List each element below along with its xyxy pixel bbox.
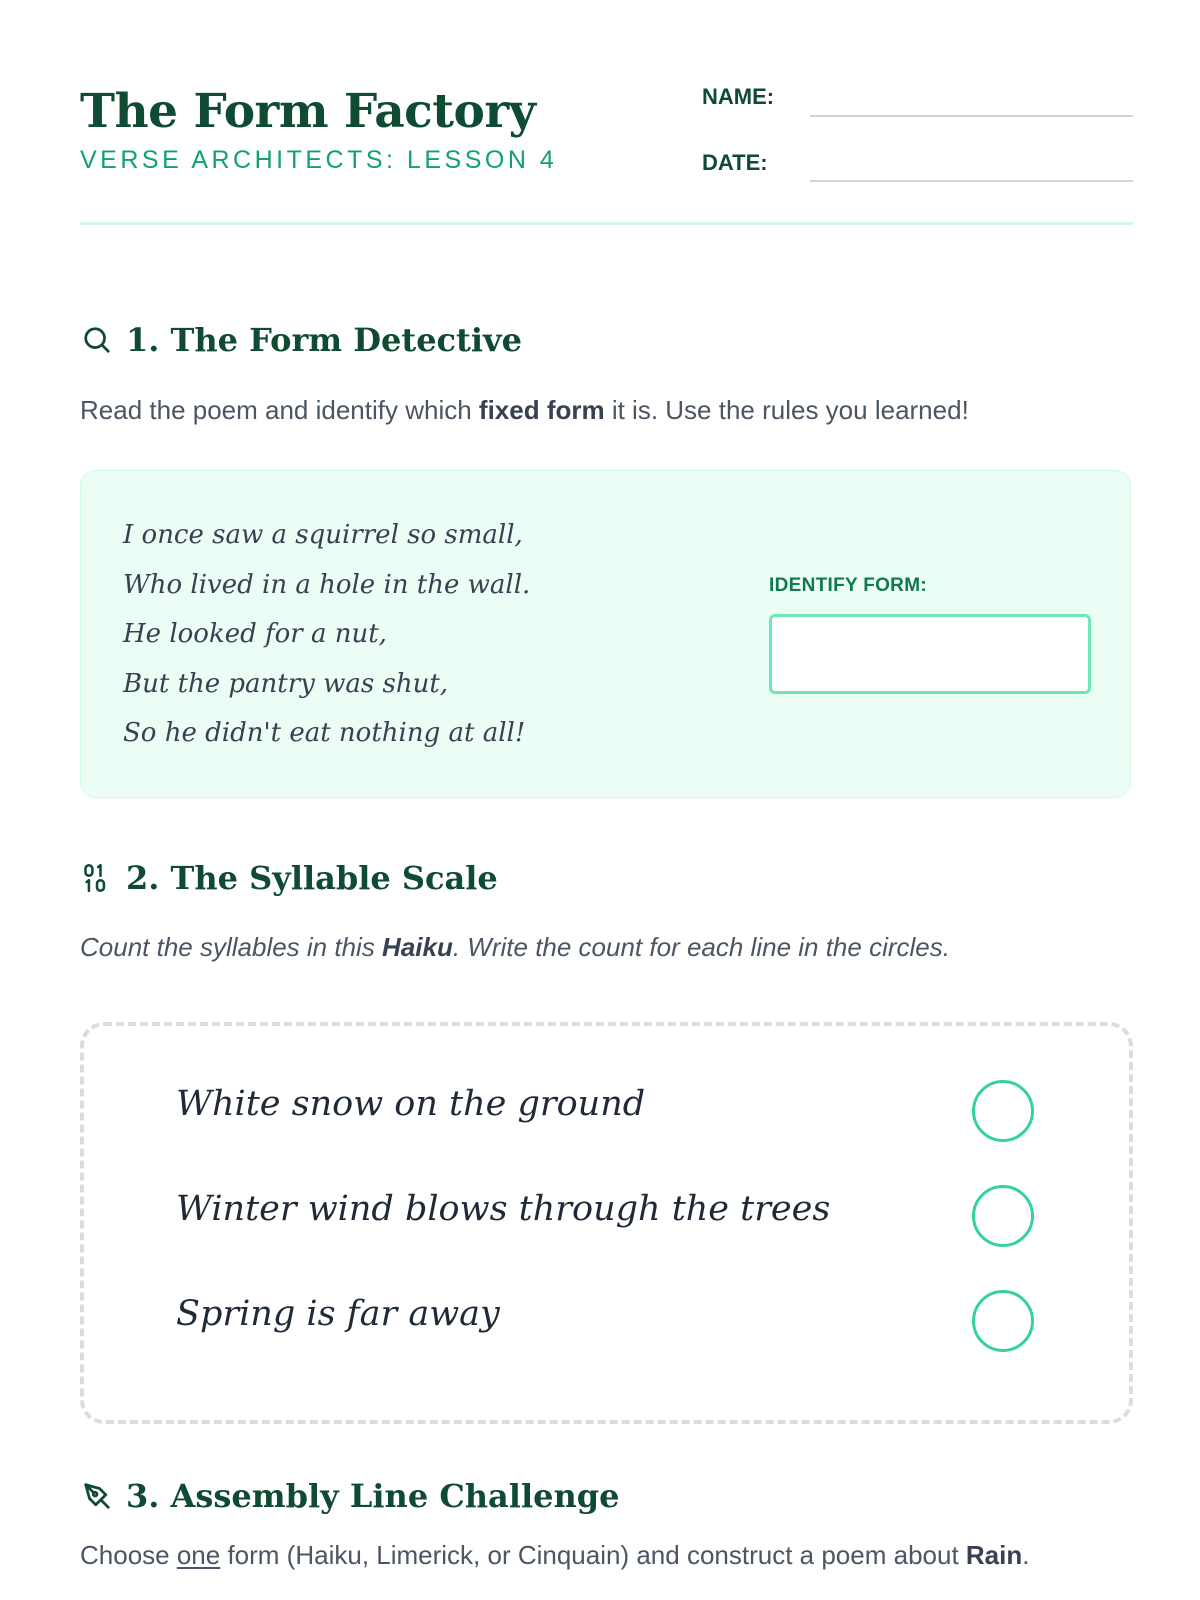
name-field[interactable] [810,115,1133,117]
header-divider [80,222,1133,225]
binary-icon [80,861,114,895]
name-label: NAME: [702,84,775,109]
poem-line: Who lived in a hole in the wall. [123,569,531,600]
section-3-title: 3. Assembly Line Challenge [126,1477,620,1515]
instructions-text: it is. Use the rules you learned! [604,395,969,425]
instructions-text: Choose [80,1540,177,1570]
date-label: DATE: [702,150,768,175]
haiku-card [80,1022,1133,1424]
instructions-text: Count the syllables in this [80,932,383,962]
date-field[interactable] [810,180,1133,182]
haiku-line: Spring is far away [176,1294,500,1334]
instructions-emphasis: Rain [965,1540,1023,1570]
instructions-text: . [1022,1540,1030,1570]
haiku-line: White snow on the ground [176,1084,646,1124]
instructions-emphasis: fixed form [478,395,605,425]
section-1-title: 1. The Form Detective [126,321,522,359]
section-1-heading [80,318,522,362]
syllable-count-circle[interactable] [972,1080,1034,1142]
instructions-underline: one [176,1540,221,1570]
page-title: The Form Factory [80,84,536,139]
instructions-text: form (Haiku, Limerick, or Cinquain) and construct a poem about [220,1540,966,1570]
pen-tool-icon [80,1479,114,1513]
instructions-text: . Write the count for each line in the circles. [452,932,950,962]
haiku-line: Winter wind blows through the trees [176,1189,831,1229]
poem-line: So he didn't eat nothing at all! [123,718,526,748]
section-2-instructions [80,932,950,963]
section-3-instructions [80,1540,1029,1571]
section-1-instructions [80,395,969,426]
instructions-emphasis: Haiku [382,932,453,962]
section-3-heading [80,1474,619,1518]
identify-form-label: IDENTIFY FORM: [769,575,927,596]
worksheet-header [80,80,1133,230]
poem-line: He looked for a nut, [123,619,387,649]
poem-line: But the pantry was shut, [123,668,449,699]
instructions-text: Read the poem and identify which [80,395,479,425]
limerick-poem [123,511,530,759]
poem-line: I once saw a squirrel so small, [123,520,523,550]
syllable-count-circle[interactable] [972,1290,1034,1352]
poem-card [80,470,1131,798]
lesson-subtitle: VERSE ARCHITECTS: LESSON 4 [80,146,558,174]
search-icon [80,323,114,357]
identify-form-input[interactable] [769,614,1091,694]
section-2-title: 2. The Syllable Scale [126,859,498,897]
syllable-count-circle[interactable] [972,1185,1034,1247]
section-2-heading [80,856,498,900]
